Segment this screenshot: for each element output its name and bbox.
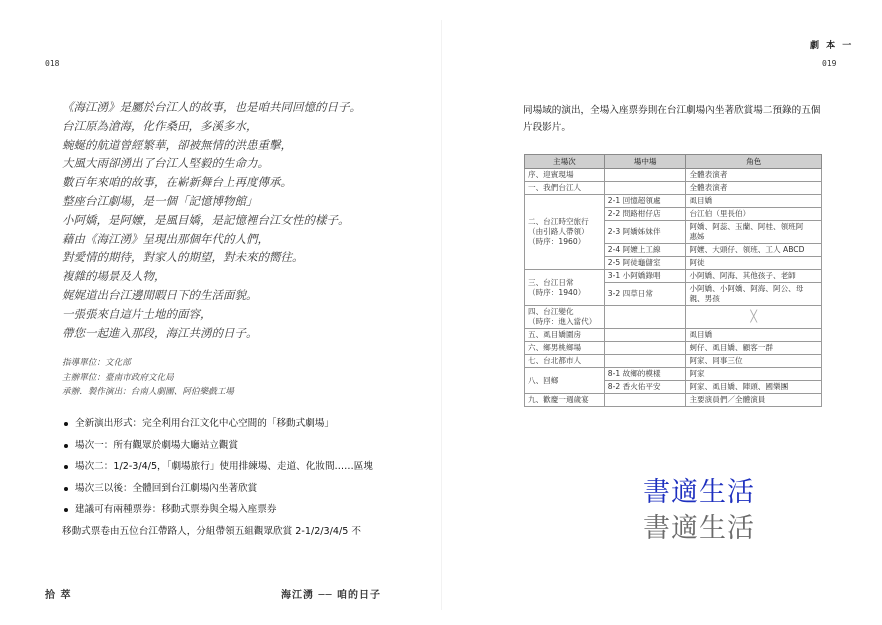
schedule-table <box>524 154 822 407</box>
footer-center: 海江湧 ── 咱的日子 <box>281 590 382 601</box>
sub-scene-cell: 3-1 小阿嬌錄唱 <box>604 270 686 283</box>
column-header: 主場次 <box>525 155 605 169</box>
roles-cell: 蚵仔、虱目嬌、顧客一群 <box>686 342 822 355</box>
sub-scene-cell <box>604 342 686 355</box>
watermark-gray: 書適生活 <box>643 513 755 544</box>
sub-scene-cell: 2-3 阿嬌姊妹伴 <box>604 221 686 244</box>
main-scene-cell: 五、虱目嬌圍房 <box>525 329 605 342</box>
sub-scene-cell <box>604 182 686 195</box>
right-header: 劇 本 一 <box>810 41 854 51</box>
sub-scene-cell <box>604 329 686 342</box>
bullet-list <box>62 413 373 542</box>
sub-scene-cell: 2-5 阿徒龜儲室 <box>604 257 686 270</box>
table-row <box>525 394 822 407</box>
poem-line: 整座台江劇場，是一個「記憶博物館」 <box>62 193 258 208</box>
watermark-blue: 書適生活 <box>643 477 755 508</box>
intro-text: 同場域的演出，全場入座票券則在台江劇場內坐著欣賞場二預錄的五個片段影片。 <box>523 105 821 133</box>
poem-line: 台江原為滄海，化作桑田，多溪多水， <box>62 118 258 133</box>
poem-line: 一張張來自這片土地的面容， <box>62 306 212 321</box>
roles-cell: 小阿嬌、阿海、其他孩子、老師 <box>686 270 822 283</box>
poem-line: 大風大雨卻湧出了台江人堅毅的生命力。 <box>62 156 269 171</box>
poem-line: 複雜的場景及人物， <box>62 269 166 284</box>
credit-line: 主辦單位：臺南市政府文化局 <box>62 372 174 383</box>
column-header: 角色 <box>686 155 822 169</box>
table-row <box>525 182 822 195</box>
roles-cell: 全體表演者 <box>686 169 822 182</box>
roles-cell: 阿家、同事三位 <box>686 355 822 368</box>
credits-block <box>62 356 234 400</box>
poem-line: 《海江湧》是屬於台江人的故事，也是咱共同回憶的日子。 <box>62 100 361 114</box>
table-row <box>525 270 822 283</box>
sub-scene-cell <box>604 355 686 368</box>
right-page-number: 019 <box>822 59 837 68</box>
sub-scene-cell: 2-4 阿嬤上工線 <box>604 244 686 257</box>
roles-cell: 阿嬤、大頭仔、領班、工人 ABCD <box>686 244 822 257</box>
sub-scene-cell <box>604 394 686 407</box>
sub-scene-cell: 8-1 故鄉的模樣 <box>604 368 686 381</box>
credit-line: 承辦．製作演出：台南人劇團、阿伯樂戲工場 <box>62 387 234 397</box>
roles-cell: 虱目嬌 <box>686 195 822 208</box>
sub-scene-cell: 2-2 問路柑仔店 <box>604 208 686 221</box>
sub-scene-cell <box>604 306 686 329</box>
roles-cell: 主要演員們／全體演員 <box>686 394 822 407</box>
table-row <box>525 368 822 381</box>
main-scene-cell: 九、歡慶一週歲宴 <box>525 394 605 407</box>
footer-left: 拾 萃 <box>45 590 72 601</box>
poem-line: 數百年來咱的故事，在嶄新舞台上再度傳承。 <box>62 175 292 190</box>
roles-cell: 全體表演者 <box>686 182 822 195</box>
sub-scene-cell: 2-1 回憶超領處 <box>604 195 686 208</box>
poem-block <box>62 98 392 342</box>
table-row <box>525 306 822 329</box>
main-scene-cell: 八、回鄉 <box>525 368 605 394</box>
table-row <box>525 329 822 342</box>
poem-line: 帶您一起進入那段，海江共湧的日子。 <box>62 325 258 340</box>
sub-scene-cell <box>604 169 686 182</box>
poem-line: 蜿蜒的航道曾經繁華，卻被無情的洪患重擊， <box>62 137 292 152</box>
roles-cell: 阿家 <box>686 368 822 381</box>
main-scene-cell: 四、台江變化 （時序：進入當代） <box>525 306 605 329</box>
roles-cell: 小阿嬌、小阿嬌、阿海、阿公、母 親、男孩 <box>686 283 822 306</box>
main-scene-cell: 序、迎賓現場 <box>525 169 605 182</box>
roles-cell: 台江伯（里長伯） <box>686 208 822 221</box>
poem-line: 對愛情的期待，對家人的期望，對未來的嚮往。 <box>62 250 304 265</box>
bullet-item: 全新演出形式：完全利用台江文化中心空間的「移動式劇場」 <box>62 413 373 435</box>
bullet-item: 場次一：所有觀眾於劇場大廳站立觀賞 <box>62 435 373 457</box>
sub-scene-cell: 3-2 四草日常 <box>604 283 686 306</box>
left-page-number: 018 <box>45 59 60 68</box>
roles-cell: 阿徒 <box>686 257 822 270</box>
roles-cell: 阿嬌、阿蕊、玉蘭、阿桂、領班阿 惠姊 <box>686 221 822 244</box>
sub-scene-cell: 8-2 香火佑平安 <box>604 381 686 394</box>
main-scene-cell: 六、鄉男桃鄉場 <box>525 342 605 355</box>
poem-line: 小阿嬌，是阿嬤，是風目嬌，是記憶裡台江女性的樣子。 <box>62 212 350 227</box>
poem-line: 藉由《海江湧》呈現出那個年代的人們， <box>62 231 269 246</box>
bullet-item: 建議可有兩種票券：移動式票券與全場入座票券 <box>62 499 373 521</box>
main-scene-cell: 七、台北都市人 <box>525 355 605 368</box>
main-scene-cell: 二、台江時空旅行 （由引路人帶領） （時序：1960） <box>525 195 605 270</box>
bullet-item: 場次二：1/2-3/4/5，「劇場旅行」使用排練場、走道、化妝間……區塊 <box>62 456 373 478</box>
page-gutter <box>441 20 442 610</box>
main-scene-cell: 三、台江日常 （時序：1940） <box>525 270 605 306</box>
table-header-row <box>525 155 822 169</box>
table-row <box>525 195 822 208</box>
roles-cell: 阿家、虱目嬌、陣頭、國樂團 <box>686 381 822 394</box>
column-header: 場中場 <box>604 155 686 169</box>
roles-cell: 虱目嬌 <box>686 329 822 342</box>
table-row <box>525 355 822 368</box>
closing-line: 移動式票卷由五位台江帶路人，分組帶領五組觀眾欣賞 2-1/2/3/4/5 不 <box>62 525 361 537</box>
table-row <box>525 169 822 182</box>
credit-line: 指導單位：文化部 <box>62 358 131 368</box>
poem-line: 娓娓道出台江邊閒暇日下的生活面貌。 <box>62 287 258 302</box>
table-row <box>525 342 822 355</box>
main-scene-cell: 一、我們台江人 <box>525 182 605 195</box>
roles-cell: ╳ <box>686 306 822 329</box>
bullet-item: 場次三以後：全體回到台江劇場內坐著欣賞 <box>62 478 373 500</box>
